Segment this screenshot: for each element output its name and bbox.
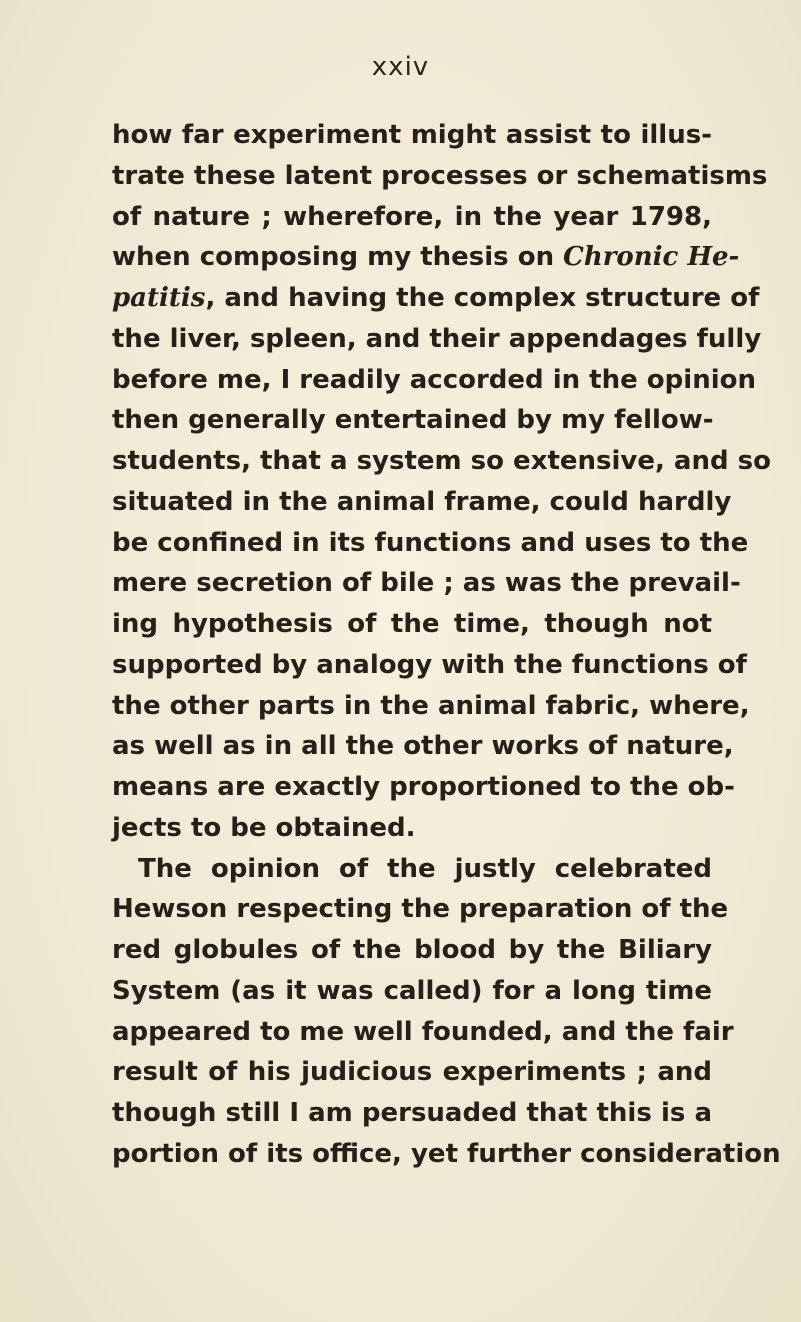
text-line: Hewson respecting the preparation of the — [112, 894, 729, 925]
text-line: jects to be obtained. — [112, 812, 416, 843]
text-line: ing hypothesis of the time, though not — [112, 609, 712, 639]
page-number: xxiv — [371, 52, 430, 82]
text-line: trate these latent processes or schematisms — [112, 160, 768, 191]
text-line — [112, 237, 740, 278]
text-line: though still I am persuaded that this is a — [112, 1098, 712, 1128]
text-segment: when composing my thesis on — [112, 242, 555, 273]
italic-title: Chronic He- — [563, 242, 740, 273]
text-line: means are exactly proportioned to the ob- — [112, 772, 735, 802]
text-line: situated in the animal frame, could hardly — [112, 486, 732, 517]
text-line: the other parts in the animal fabric, where, — [112, 690, 750, 721]
text-line: mere secretion of bile ; as was the prevail- — [112, 568, 741, 599]
text-line: portion of its office, yet further consideration — [112, 1138, 781, 1169]
italic-title: patitis — [112, 283, 206, 313]
text-line: result of his judicious experiments ; and — [112, 1057, 712, 1088]
text-line: before me, I readily accorded in the opinion — [112, 364, 756, 395]
text-line: appeared to me well founded, and the fair — [112, 1016, 734, 1047]
text-line: red globules of the blood by the Biliary — [112, 935, 712, 965]
text-line: supported by analogy with the functions of — [112, 649, 747, 680]
text-line: students, that a system so extensive, and so — [112, 446, 771, 476]
text-line: how far experiment might assist to illus- — [112, 120, 712, 150]
text-line: then generally entertained by my fellow- — [112, 405, 714, 436]
text-line: System (as it was called) for a long time — [112, 975, 712, 1006]
body-text — [112, 115, 781, 1175]
text-line: the liver, spleen, and their appendages fully — [112, 323, 762, 354]
text-line: as well as in all the other works of nature, — [112, 731, 734, 762]
text-line: be confined in its functions and uses to the — [112, 527, 749, 558]
text-line — [112, 278, 760, 319]
text-line: The opinion of the justly celebrated — [138, 853, 712, 884]
text-line: of nature ; wherefore, in the year 1798, — [112, 201, 712, 232]
text-segment: , and having the complex structure of — [205, 283, 760, 313]
